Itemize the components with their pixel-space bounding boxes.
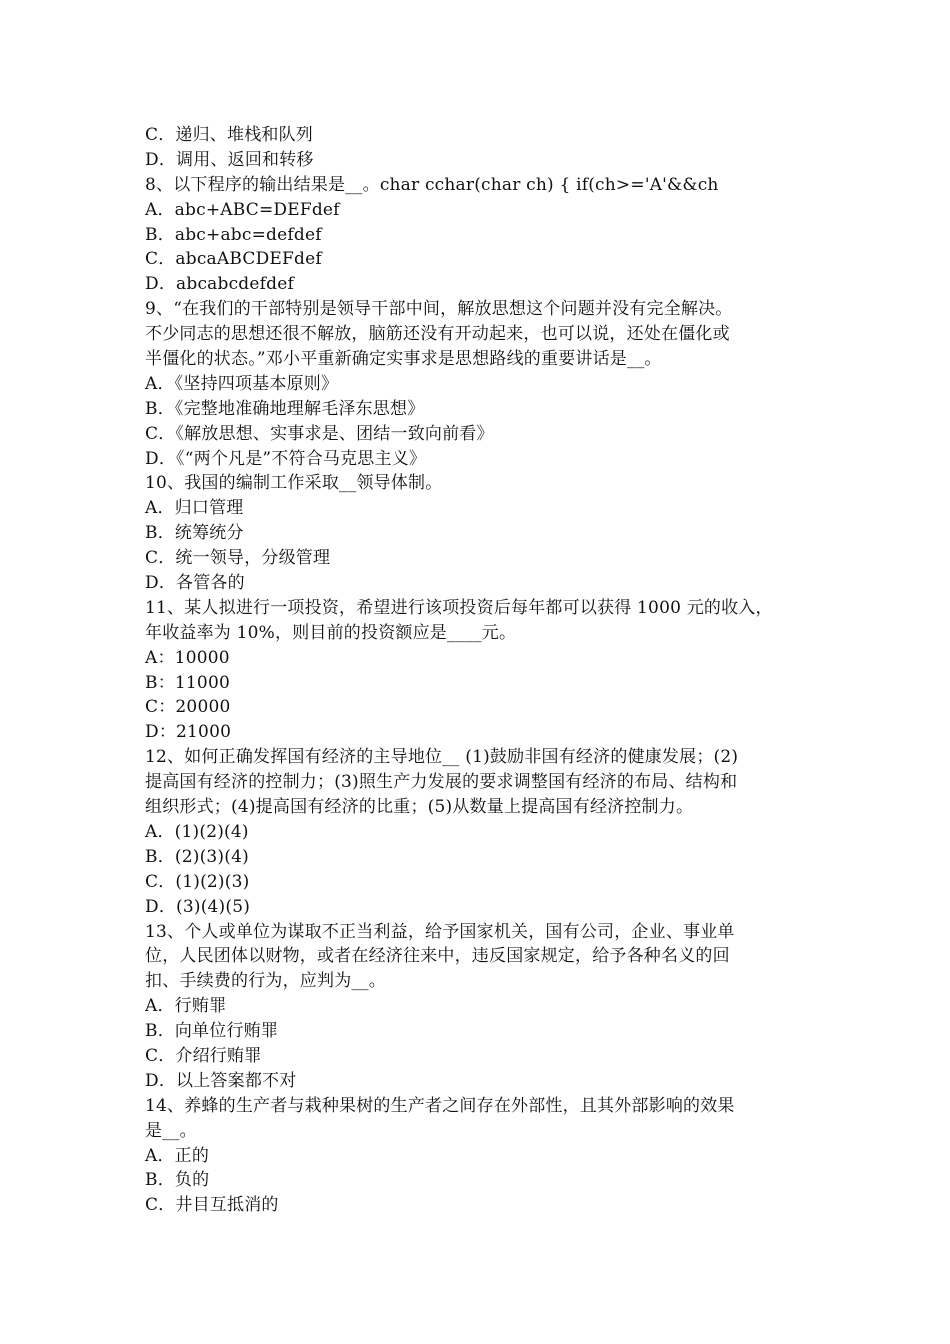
option-c-q12: C．(1)(2)(3) — [145, 871, 250, 892]
question-8: 8、以下程序的输出结果是__。char cchar(char ch) { if(ch>='A'&&ch — [145, 174, 719, 195]
question-13-line-2: 位，人民团体以财物，或者在经济往来中，违反国家规定，给予各种名义的回 — [145, 946, 730, 967]
option-b-q9: B．《完整地准确地理解毛泽东思想》 — [145, 398, 425, 419]
option-b-q8: B．abc+abc=defdef — [145, 224, 322, 245]
option-b-q11: B：11000 — [145, 672, 230, 693]
option-c-q14: C．井目互抵消的 — [145, 1195, 279, 1216]
option-b-q14: B．负的 — [145, 1170, 210, 1191]
option-d-q11: D：21000 — [145, 722, 232, 743]
option-d-q7: D．调用、返回和转移 — [145, 149, 314, 170]
option-a-q12: A．(1)(2)(4) — [145, 821, 249, 842]
option-c-q8: C．abcaABCDEFdef — [145, 249, 322, 270]
option-d-q10: D．各管各的 — [145, 573, 245, 594]
option-d-q12: D．(3)(4)(5) — [145, 896, 251, 917]
option-d-q13: D．以上答案都不对 — [145, 1070, 297, 1091]
option-a-q9: A．《坚持四项基本原则》 — [145, 373, 339, 394]
question-9-line-3: 半僵化的状态。”邓小平重新确定实事求是思想路线的重要讲话是__。 — [145, 349, 662, 370]
question-11-line-2: 年收益率为 10%，则目前的投资额应是____元。 — [145, 622, 517, 643]
option-d-q9: D．《“两个凡是”不符合马克思主义》 — [145, 448, 427, 469]
option-c-q13: C．介绍行贿罪 — [145, 1045, 262, 1066]
question-10: 10、我国的编制工作采取__领导体制。 — [145, 473, 443, 494]
option-a-q8: A．abc+ABC=DEFdef — [145, 199, 340, 220]
option-c-q10: C．统一领导，分级管理 — [145, 548, 331, 569]
option-b-q12: B．(2)(3)(4) — [145, 846, 249, 867]
question-12-line-2: 提高国有经济的控制力；(3)照生产力发展的要求调整国有经济的布局、结构和 — [145, 772, 738, 793]
question-12-line-1: 12、如何正确发挥国有经济的主导地位__ (1)鼓励非国有经济的健康发展；(2) — [145, 747, 739, 768]
option-a-q13: A．行贿罪 — [145, 996, 227, 1017]
question-9-line-1: 9、“在我们的干部特别是领导干部中间，解放思想这个问题并没有完全解决。 — [145, 299, 733, 320]
option-a-q14: A．正的 — [145, 1145, 210, 1166]
question-14-line-2: 是__。 — [145, 1120, 197, 1141]
question-14-line-1: 14、养蜂的生产者与栽种果树的生产者之间存在外部性，且其外部影响的效果 — [145, 1095, 735, 1116]
option-c-q7: C．递归、堆栈和队列 — [145, 125, 314, 145]
option-d-q8: D．abcabcdefdef — [145, 274, 294, 295]
question-13-line-3: 扣、手续费的行为，应判为__。 — [145, 971, 386, 992]
option-b-q10: B．统筹统分 — [145, 523, 244, 544]
question-11-line-1: 11、某人拟进行一项投资，希望进行该项投资后每年都可以获得 1000 元的收入， — [145, 597, 773, 618]
option-c-q9: C．《解放思想、实事求是、团结一致向前看》 — [145, 423, 494, 444]
option-a-q10: A．归口管理 — [145, 498, 244, 519]
question-12-line-3: 组织形式；(4)提高国有经济的比重；(5)从数量上提高国有经济控制力。 — [145, 797, 694, 818]
document-body — [145, 123, 825, 1218]
option-c-q11: C：20000 — [145, 697, 231, 718]
question-13-line-1: 13、个人或单位为谋取不正当利益，给予国家机关，国有公司，企业、事业单 — [145, 921, 735, 942]
question-9-line-2: 不少同志的思想还很不解放，脑筋还没有开动起来，也可以说，还处在僵化或 — [145, 324, 730, 345]
option-b-q13: B．向单位行贿罪 — [145, 1021, 279, 1042]
option-a-q11: A：10000 — [145, 647, 230, 668]
